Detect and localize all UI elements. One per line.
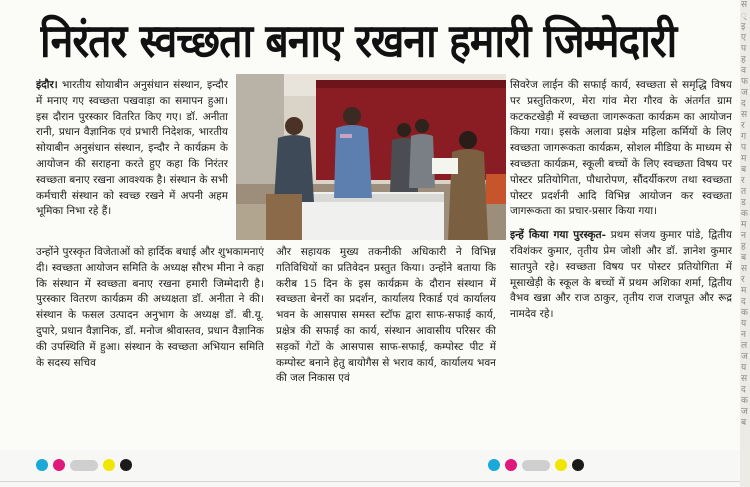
awardees-paragraph: [510, 228, 732, 323]
gutter-char: र: [741, 121, 745, 131]
yellow-dot: [103, 459, 115, 471]
award-ceremony-photo: [236, 74, 506, 240]
gutter-char: म: [741, 154, 747, 164]
gutter-char: र: [741, 275, 745, 285]
gray-swatch: [522, 460, 550, 471]
gutter-char: ब: [741, 165, 747, 175]
gutter-char: स: [741, 0, 748, 10]
gutter-char: स: [741, 110, 748, 120]
gutter-char: स: [741, 374, 748, 384]
gutter-char: ज: [741, 352, 748, 362]
gutter-char: म: [741, 220, 747, 230]
gutter-char: ब: [741, 418, 747, 428]
gutter-char: प: [741, 44, 747, 54]
article-column-right: [510, 78, 732, 450]
black-dot: [572, 459, 584, 471]
gutter-char: न: [741, 231, 746, 241]
gutter-char: फ: [741, 77, 748, 87]
gutter-char: ल: [741, 341, 748, 351]
gutter-char: द: [741, 385, 746, 395]
registration-marks-right: [488, 459, 584, 471]
magenta-dot: [505, 459, 517, 471]
paragraph-text: भारतीय सोयाबीन अनुसंधान संस्थान, इन्दौर में मनाए गए स्वच्छता पखवाड़ा का समापन हुआ। इस दौरान पुरस्कार वितरित किए गए। डॉ. अनीता रानी, प्रधान वैज्ञानिक एवं प्रभारी निदेशक, भारतीय सोयाबीन अनुसंधान संस्थान, इन्दौर ने कार्यक्रम के आयोजन की सराहना करते हुए कहा कि निरंतर स्वच्छता बनाए रखना आवश्यक है। संस्थान के सभी कर्मचारी संस्थान को स्वच्छ रखने में अपनी अहम भूमिका निभा रहे हैं।: [36, 79, 228, 218]
cyan-dot: [488, 459, 500, 471]
gutter-char: क: [741, 209, 748, 219]
gutter-char: व: [741, 66, 747, 76]
headline: निरंतर स्वच्छता बनाए रखना हमारी जिम्मेदारी: [40, 14, 677, 68]
gutter-char: न: [741, 330, 746, 340]
gutter-char: ह: [741, 242, 746, 252]
registration-marks-left: [36, 459, 132, 471]
awardees-label: इन्हें किया गया पुरस्कृत-: [510, 229, 606, 242]
gutter-char: इ: [741, 22, 746, 32]
adjacent-page-edge: [740, 0, 750, 487]
gutter-char: र: [741, 176, 745, 186]
awardees-text: प्रथम संजय कुमार पांडे, द्वितीय रविशंकर कुमार, तृतीय प्रेम जोशी और डॉ. ज्ञानेश कुमार सातपुते रहे। स्वच्छता विषय पर पोस्टर प्रतियोगिता में मूसाखेड़ी के स्कूल के बच्चों में प्रथम अशिका शर्मा, द्वितीय वैभव खन्ना और राज ठाकुर, तृतीय राज राजपूत और रूद्र नामदेव रहे।: [510, 229, 732, 321]
paragraph-text: और सहायक मुख्य तकनीकी अधिकारी ने विभिन्न गतिविधियों का प्रतिवेदन प्रस्तुत किया। उन्होंने बताया कि करीब 15 दिन के इस कार्यक्रम के दौरान संस्थान में स्वच्छता बेनरों का प्रदर्शन, कार्यालय रिकार्ड एवं कार्यालय भवन के आसपास समस्त स्टॉफ द्वारा साफ-सफाई कार्य, प्रक्षेत्र की सफाई का कार्य, संस्थान आवासीय परिसर की सड़कों गेटों के आसपास साफ-सफाई, कम्पोस्ट पीट में कम्पोस्ट बनाने हेतु बायोगैस से भराव कार्य, कार्यालय भवन की जल निकास एवं: [276, 246, 496, 385]
black-dot: [120, 459, 132, 471]
gutter-char: क: [741, 308, 748, 318]
gutter-char: द: [741, 99, 746, 109]
paragraph-text: सिवरेज लाईन की सफाई कार्य, स्वच्छता से समृद्धि विषय पर प्रस्तुतिकरण, मेरा गांव मेरा गौरव के अंतर्गत ग्राम कटकटखेड़ी में स्वच्छता जागरूकता कार्यक्रम का आयोजन किया गया। इसके अलावा प्रक्षेत्र महिला कर्मियों के लिए स्वच्छता जागरूकता कार्यक्रम, सोशल मीडिया के माध्यम से स्वच्छता कार्यक्रम, स्कूली बच्चों के लिए स्वच्छता विषय पर पोस्टर प्रतियोगिता, पौधारोपण, सौंदर्यीकरण तथा स्वच्छता पोस्टर प्रदर्शनी आदि विभिन्न आयोजन कर स्वच्छता जागरूकता का प्रचार-प्रसार किया गया।: [510, 79, 732, 218]
article-column-left-top: [36, 78, 228, 243]
gutter-char: क: [741, 396, 748, 406]
gutter-char: य: [741, 319, 747, 329]
gray-swatch: [70, 460, 98, 471]
magenta-dot: [53, 459, 65, 471]
gutter-char: त: [741, 187, 747, 197]
cyan-dot: [36, 459, 48, 471]
dateline: इंदौर।: [36, 79, 58, 91]
gutter-char: म: [741, 286, 747, 296]
news-photo: [236, 74, 506, 240]
gutter-char: ह: [741, 55, 746, 65]
gutter-char: स: [741, 264, 748, 274]
yellow-dot: [555, 459, 567, 471]
divider: [0, 481, 740, 482]
gutter-char: ज: [741, 407, 748, 417]
gutter-char: ्: [741, 11, 747, 21]
article-column-middle: [276, 245, 496, 450]
paragraph-text: उन्होंने पुरस्कृत विजेताओं को हार्दिक बधाई और शुभकामनाएं दी। स्वच्छता आयोजन समिति के अध्यक्ष सौरभ मीना ने कहा कि संस्थान में स्वच्छता बनाए रखना हमारी जिम्मेदारी है। पुरस्कार वितरण कार्यक्रम की अध्यक्षता डॉ. अनीता ने की। संस्थान के फसल उत्पादन अनुभाग के अध्यक्ष डॉ. बी.यू. दुपारे, प्रधान वैज्ञानिक, डॉ. मनोज श्रीवास्तव, प्रधान वैज्ञानिक की उपस्थिति में हुआ। संस्थान के स्वच्छता अभियान समिति के सदस्य सचिव: [36, 246, 264, 369]
gutter-char: य: [741, 363, 747, 373]
paragraph: [36, 78, 228, 220]
gutter-char: ग: [741, 132, 747, 142]
gutter-char: ब: [741, 253, 747, 263]
gutter-char: ड: [741, 198, 746, 208]
gutter-char: ए: [741, 33, 746, 43]
print-registration-bar: [0, 450, 740, 487]
gutter-char: द: [741, 297, 746, 307]
article-column-left-bottom: [36, 245, 264, 450]
gutter-char: प: [741, 143, 747, 153]
gutter-char: ज: [741, 88, 748, 98]
